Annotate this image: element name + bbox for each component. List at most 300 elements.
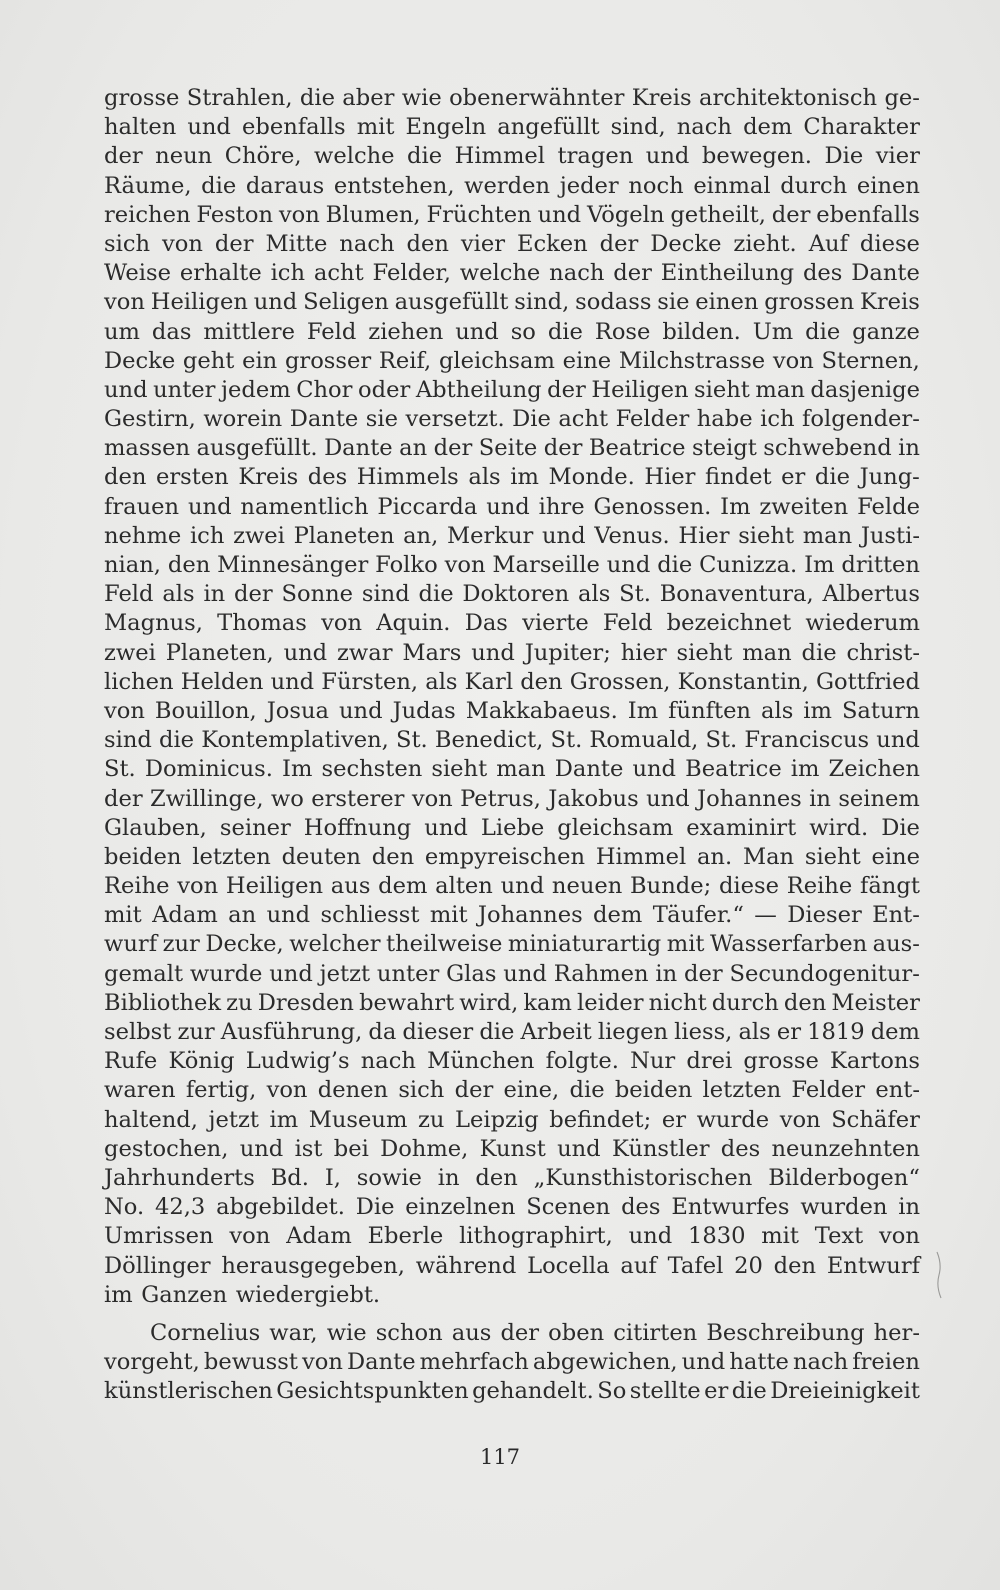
word: so xyxy=(510,318,536,345)
word: Man xyxy=(742,843,795,870)
word: leider xyxy=(577,989,644,1016)
word: beiden xyxy=(614,1077,693,1104)
word: der xyxy=(104,143,143,170)
word: Heiligen xyxy=(150,289,248,316)
text-line xyxy=(104,113,920,142)
word: Planeten, xyxy=(165,639,274,666)
word: Zwillinge, xyxy=(150,785,264,812)
word: bewegen. xyxy=(701,143,812,170)
word: letzten xyxy=(192,843,271,870)
text-line xyxy=(104,1377,920,1406)
word: neun xyxy=(155,143,213,170)
word: tragen xyxy=(557,143,634,170)
word: aus xyxy=(451,1319,492,1346)
word: von xyxy=(779,1106,821,1133)
word: der xyxy=(547,376,586,403)
paragraph xyxy=(104,1319,920,1407)
word: reichen xyxy=(104,201,191,228)
word: Beschreibung xyxy=(706,1319,865,1346)
paragraph xyxy=(104,84,920,1310)
word: Felder xyxy=(615,406,690,433)
text-line xyxy=(104,1076,920,1105)
word: abgebildet. xyxy=(216,1194,345,1221)
word: Charakter xyxy=(803,114,920,141)
word: den xyxy=(475,1164,518,1191)
word: Entwurfes xyxy=(671,1194,790,1221)
word: hatte xyxy=(729,1349,789,1376)
word: namentlich xyxy=(240,493,369,520)
text-line xyxy=(104,84,920,113)
word: der xyxy=(543,435,583,462)
word: man xyxy=(755,376,805,403)
word: examinirt xyxy=(686,814,797,841)
word: und xyxy=(455,318,499,345)
text-line xyxy=(104,1018,920,1047)
word: Ecken xyxy=(516,230,588,257)
word: als xyxy=(761,697,794,724)
word: als xyxy=(738,1019,771,1045)
text-line xyxy=(104,989,920,1018)
word: und xyxy=(503,960,547,987)
word: Räume, xyxy=(104,172,192,199)
word: St. xyxy=(395,727,428,754)
word: jetzt xyxy=(208,1106,259,1133)
word: Himmels xyxy=(356,464,459,491)
word: folgte. xyxy=(545,1048,619,1075)
word: Adam xyxy=(286,1223,352,1250)
word: vier xyxy=(460,230,505,257)
word: war, xyxy=(269,1319,318,1346)
word: eine xyxy=(562,347,612,374)
word: Die xyxy=(512,406,551,433)
word: Doktoren xyxy=(462,581,570,608)
word: Romuald, xyxy=(589,727,699,754)
word: wurf xyxy=(104,931,158,958)
word: kam xyxy=(523,989,572,1016)
word: unter xyxy=(376,960,440,987)
word: Bonaventura, xyxy=(659,581,814,608)
word: Petrus, xyxy=(460,785,541,812)
word: Karl xyxy=(464,668,514,695)
text-line xyxy=(104,580,920,609)
word: herausgegeben, xyxy=(221,1252,405,1279)
word: noch xyxy=(628,172,684,199)
text-line xyxy=(104,551,920,580)
word: Jupiter; xyxy=(524,639,611,666)
word: Die xyxy=(824,143,864,170)
word: obenerwähnter xyxy=(449,85,625,111)
word: bewusst xyxy=(203,1349,298,1376)
word: wurde xyxy=(696,1106,770,1133)
word: Strahlen, xyxy=(186,85,293,111)
word: oder xyxy=(358,376,411,403)
word: sieht xyxy=(738,522,795,549)
word: er xyxy=(781,464,806,491)
word: ihre xyxy=(538,493,585,520)
word: unter xyxy=(153,376,216,403)
word: Milchstrasse xyxy=(618,347,766,374)
word: steigt xyxy=(691,435,757,462)
word: werden xyxy=(464,172,551,199)
word: Reihe xyxy=(104,873,170,900)
word: Mars xyxy=(402,639,462,666)
word: halten xyxy=(104,114,177,141)
word: in xyxy=(898,435,920,462)
word: von xyxy=(411,785,453,812)
word: Albertus xyxy=(822,581,920,608)
word: von xyxy=(444,552,486,578)
word: Zeichen xyxy=(828,756,920,783)
word: gemalt xyxy=(104,960,184,987)
word: ich xyxy=(760,406,795,433)
word: an, xyxy=(403,522,439,549)
word: stellte xyxy=(629,1378,701,1405)
word: in xyxy=(898,1194,920,1221)
word: Bd. xyxy=(270,1164,309,1191)
word: sind xyxy=(104,727,152,754)
word: und xyxy=(646,785,690,812)
word: und xyxy=(187,114,231,141)
word: Seite xyxy=(478,435,538,462)
word: durch xyxy=(711,989,779,1016)
word: Hier xyxy=(678,522,730,549)
word: geht xyxy=(182,347,235,374)
word: und xyxy=(239,1135,284,1162)
word: und xyxy=(628,1223,673,1250)
word: einen xyxy=(856,172,920,199)
word: die xyxy=(158,727,195,754)
word: und xyxy=(632,756,677,783)
word: bei xyxy=(333,1135,369,1162)
word: erhalte xyxy=(179,260,262,287)
word: Kreis xyxy=(631,85,692,111)
word: Sternen, xyxy=(821,347,920,374)
word: das xyxy=(151,318,192,345)
word: zur xyxy=(177,1019,215,1045)
word: sie xyxy=(365,406,398,433)
word: und xyxy=(338,697,383,724)
text-line xyxy=(104,376,920,405)
word: Seligen xyxy=(303,289,389,316)
word: nian, xyxy=(104,552,161,578)
word: der xyxy=(214,230,254,257)
word: Die xyxy=(355,1194,395,1221)
word: beiden xyxy=(104,843,182,870)
word: ziehen xyxy=(368,318,444,345)
word: Justi- xyxy=(860,522,920,549)
word: So xyxy=(597,1378,627,1405)
word: versetzt. xyxy=(405,406,505,433)
word: Cornelius xyxy=(150,1319,261,1346)
word: Leipzig xyxy=(455,1106,539,1133)
word: Dieser xyxy=(787,902,862,929)
word: Eberle xyxy=(367,1223,444,1250)
word: des xyxy=(307,464,348,491)
word: ent- xyxy=(875,1077,920,1104)
word: aber xyxy=(342,85,395,111)
word: Täufer.“ xyxy=(652,902,744,929)
word: zu xyxy=(417,1106,445,1133)
word: die xyxy=(814,464,850,491)
text-line xyxy=(104,609,920,638)
word: Dante xyxy=(346,1349,416,1376)
word: in xyxy=(809,785,831,812)
word: Beatrice xyxy=(685,756,782,783)
word: Gottfried xyxy=(815,668,920,695)
word: vorgeht, xyxy=(104,1349,200,1376)
word: jetzt xyxy=(319,960,371,987)
word: zwei xyxy=(233,522,285,549)
word: freien xyxy=(852,1349,920,1376)
text-line xyxy=(104,668,920,697)
word: Feld xyxy=(306,318,357,345)
word: fertig, xyxy=(185,1077,257,1104)
word: sind, xyxy=(514,289,570,316)
text-line xyxy=(104,288,920,317)
word: und xyxy=(266,902,311,929)
text-line xyxy=(104,843,920,872)
text-line xyxy=(104,1106,920,1135)
word: Felder, xyxy=(372,260,451,287)
text-line xyxy=(104,1252,920,1281)
word: zweiten xyxy=(759,493,849,520)
word: im xyxy=(790,756,820,783)
word: die xyxy=(657,552,693,578)
word: Piccarda xyxy=(377,493,478,520)
word: aus- xyxy=(872,931,920,958)
word: ersterer xyxy=(311,785,405,812)
word: mit xyxy=(761,1223,799,1250)
word: zur xyxy=(162,931,200,958)
word: zieht. xyxy=(733,230,797,257)
word: fünften xyxy=(668,697,751,724)
word: nehme xyxy=(104,522,182,549)
word: und xyxy=(270,668,315,695)
word: Text xyxy=(814,1223,864,1250)
word: Weise xyxy=(104,260,171,287)
word: sodass xyxy=(575,289,652,316)
text-line xyxy=(104,726,920,755)
word: waren xyxy=(104,1077,176,1104)
word: mehrfach xyxy=(419,1349,529,1376)
word: 20 xyxy=(734,1252,763,1279)
word: die xyxy=(547,318,583,345)
word: vierte xyxy=(522,610,589,637)
word: St. xyxy=(619,581,651,608)
word: der xyxy=(500,1319,540,1346)
word: Jahrhunderts xyxy=(104,1164,255,1191)
word: diese xyxy=(859,230,920,257)
word: und xyxy=(645,143,690,170)
word: grosse xyxy=(743,1048,819,1075)
word: Franciscus xyxy=(744,727,870,754)
word: diese xyxy=(718,873,779,900)
word: Hier xyxy=(644,464,696,491)
word: des xyxy=(720,1135,761,1162)
word: sich xyxy=(104,230,151,257)
word: seiner xyxy=(219,814,291,841)
word: Secundogenitur- xyxy=(729,960,920,987)
word: eine, xyxy=(503,1077,560,1104)
word: Vögeln xyxy=(587,201,665,228)
word: man xyxy=(742,639,792,666)
word: deuten xyxy=(281,843,361,870)
word: an xyxy=(228,902,257,929)
text-line xyxy=(104,142,920,171)
word: Thomas xyxy=(217,610,307,637)
word: St. xyxy=(550,727,583,754)
word: Kreis xyxy=(859,289,920,316)
word: der xyxy=(771,201,811,228)
word: bezeichnet xyxy=(666,610,792,637)
word: wiedergiebt. xyxy=(235,1281,381,1308)
word: habe xyxy=(696,406,753,433)
word: Reihe xyxy=(786,873,853,900)
word: Auf xyxy=(808,230,848,257)
word: Makkabaeus. xyxy=(465,697,618,724)
word: den xyxy=(520,668,563,695)
word: Nur xyxy=(630,1048,676,1075)
word: Ent- xyxy=(872,902,920,929)
word: in xyxy=(655,960,678,987)
word: während xyxy=(415,1252,517,1279)
word: Mitte xyxy=(265,230,328,257)
word: Felde xyxy=(857,493,920,520)
word: hier xyxy=(620,639,667,666)
word: 1830 xyxy=(687,1223,746,1250)
word: ein xyxy=(242,347,278,374)
word: ausgefüllt xyxy=(394,289,509,316)
word: ist xyxy=(294,1135,323,1162)
word: die xyxy=(569,1077,605,1104)
word: nach xyxy=(339,230,395,257)
word: frauen xyxy=(104,493,180,520)
word: die xyxy=(201,172,237,199)
word: Arbeit xyxy=(520,1019,592,1045)
word: als xyxy=(468,464,501,491)
word: ich xyxy=(189,522,225,549)
word: worein xyxy=(203,406,283,433)
word: Kreis xyxy=(238,464,299,491)
word: nach xyxy=(549,260,605,287)
word: acht xyxy=(558,406,609,433)
word: nicht xyxy=(648,989,707,1016)
word: Marseille xyxy=(492,552,600,578)
word: Jung- xyxy=(859,464,920,491)
word: dem xyxy=(593,902,643,929)
word: als xyxy=(578,581,611,608)
word: Himmel xyxy=(595,843,687,870)
word: der xyxy=(433,435,473,462)
word: aus xyxy=(330,873,371,900)
word: Liebe xyxy=(480,814,545,841)
word: zwei xyxy=(104,639,156,666)
word: er xyxy=(776,1019,802,1045)
word: mit xyxy=(356,114,395,141)
word: dem xyxy=(378,873,428,900)
word: Feston xyxy=(196,201,274,228)
word: der xyxy=(684,960,723,987)
word: Bouillon, xyxy=(154,697,257,724)
word: zwar xyxy=(337,639,393,666)
word: der xyxy=(234,581,273,608)
word: wurde xyxy=(189,960,263,987)
word: mit xyxy=(104,902,142,929)
word: von xyxy=(266,1077,308,1104)
word: nach xyxy=(792,1349,849,1376)
word: letzten xyxy=(702,1077,782,1104)
word: Eintheilung xyxy=(660,260,795,287)
word: als xyxy=(425,668,458,695)
word: künstlerischen xyxy=(104,1378,273,1405)
word: acht xyxy=(313,260,364,287)
word: Umrissen xyxy=(104,1223,214,1250)
word: gehandelt. xyxy=(472,1378,594,1405)
word: massen xyxy=(104,435,191,462)
word: I, xyxy=(324,1164,341,1191)
word: Um xyxy=(752,318,794,345)
word: der xyxy=(454,1077,494,1104)
word: Saturn xyxy=(841,697,920,724)
paragraph-gap xyxy=(104,1310,920,1319)
word: an. xyxy=(696,843,733,870)
word: Kartons xyxy=(830,1048,920,1075)
word: Kontemplativen, xyxy=(201,727,389,754)
word: auf xyxy=(620,1252,657,1279)
word: den xyxy=(104,464,147,491)
word: wird. xyxy=(809,814,869,841)
word: und xyxy=(253,289,298,316)
word: Dohme, xyxy=(380,1135,469,1162)
page-number: 117 xyxy=(479,1445,521,1469)
word: wiederum xyxy=(805,610,920,637)
word: jedem xyxy=(221,376,291,403)
word: von xyxy=(879,1223,920,1250)
text-line xyxy=(104,347,920,376)
word: Judas xyxy=(392,697,456,724)
word: Dante xyxy=(289,406,359,433)
word: Die xyxy=(881,814,920,841)
word: welche xyxy=(459,260,541,287)
word: Im xyxy=(804,552,835,578)
text-line xyxy=(104,872,920,901)
text-line xyxy=(104,814,920,843)
word: und xyxy=(681,1349,726,1376)
word: sind xyxy=(361,581,410,608)
word: da xyxy=(368,1019,397,1045)
word: sechsten xyxy=(321,756,423,783)
word: Im xyxy=(627,697,659,724)
word: lichen xyxy=(104,668,174,695)
word: Heiligen xyxy=(225,873,324,900)
word: Künstler xyxy=(611,1135,710,1162)
text-line xyxy=(104,930,920,959)
word: er xyxy=(661,1106,686,1133)
word: Döllinger xyxy=(104,1252,211,1279)
word: Beatrice xyxy=(588,435,686,462)
word: und xyxy=(606,552,651,578)
word: zu xyxy=(226,989,253,1016)
word: Heiligen xyxy=(591,376,689,403)
text-line xyxy=(104,201,920,230)
word: bilden. xyxy=(662,318,741,345)
word: 42,3 xyxy=(155,1194,206,1221)
word: Im xyxy=(282,756,313,783)
word: Ausführung, xyxy=(220,1019,363,1045)
word: Decke xyxy=(104,347,176,374)
word: von xyxy=(229,1223,271,1250)
word: ebenfalls xyxy=(241,114,346,141)
